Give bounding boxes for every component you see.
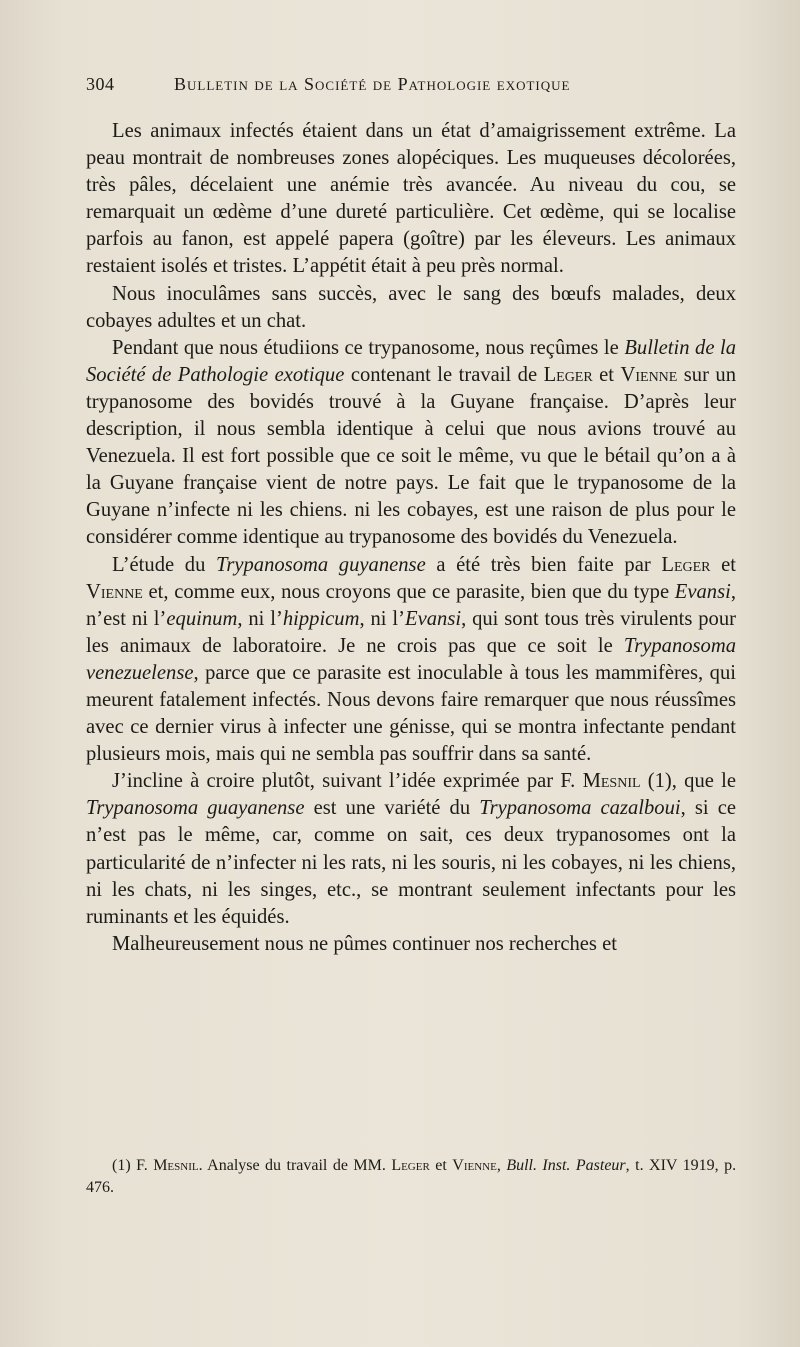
paragraph-5 — [86, 768, 736, 931]
paragraph-1: Les animaux infectés étaient dans un état d’amaigrissement extrême. La peau montrait de nombreuses zones alopéciques. Les muqueuses décolorées, très pâles, décelaient une anémie très avancée. Au niveau du cou, se remarquait un œdème d’une dureté particulière. Cet œdème, qui se localise parfois au fanon, est appelé papera (goître) par les éleveurs. Les animaux restaient isolés et tristes. L’appétit était à peu près normal. — [86, 120, 736, 278]
text: , si ce n’est pas le même, car, comme on sait, ces deux trypanosomes ont la particularité de n’infecter ni les rats, ni les souris, ni les cobayes, ni les chiens, ni les chats, ni les singes, etc., se montrant seulement infectants pour les ruminants et les équidés. — [86, 797, 737, 928]
text: et — [599, 363, 615, 386]
text: a été très bien faite par — [436, 553, 651, 576]
text: , n’est ni l’ — [86, 580, 736, 630]
text: Pendant que nous étudiions ce trypanosome, nous reçûmes le — [112, 336, 619, 359]
text: , ni l’ — [237, 607, 283, 630]
body-text — [86, 118, 736, 958]
text: , qui sont tous très virulents pour les animaux de laboratoire. Je ne crois pas que ce soit le — [86, 607, 737, 657]
species-name: Trypanosoma venezuelense — [86, 634, 737, 684]
paragraph-3 — [86, 335, 736, 552]
text: , t. XIV 1919, p. 476. — [86, 1157, 737, 1196]
text: L’étude du — [112, 553, 206, 576]
author-name: Leger — [391, 1157, 430, 1174]
text: , — [496, 1157, 501, 1174]
paragraph-4 — [86, 552, 736, 769]
species-name: Trypanosoma cazalboui — [479, 797, 681, 820]
footnote-text — [86, 1155, 736, 1199]
page-header — [86, 74, 646, 102]
species-name: Evansi — [405, 607, 462, 630]
author-name: Mesnil — [153, 1157, 199, 1174]
author-name: Vienne — [620, 363, 678, 386]
author-name: Vienne — [452, 1157, 497, 1174]
text: . Analyse du travail de MM. — [198, 1157, 386, 1174]
text: et — [435, 1157, 447, 1174]
text: sur un trypanosome des bovidés trouvé à la Guyane française. D’après leur description, il nous sembla identique à celui que nous avions trouvé au Venezuela. Il est fort possible que ce soit le même, vu que le bétail qu’on a à la Guyane française vient de notre pays. Le fait que le trypanosome de la Guyane n’infecte ni les chiens. ni les cobayes, est une raison de plus pour le considérer comme identique au trypanosome des bovidés du Venezuela. — [86, 363, 737, 549]
paragraph-2: Nous inoculâmes sans succès, avec le sang des bœufs malades, deux cobayes adultes et un chat. — [86, 282, 736, 332]
footnote-ref: (1), que le — [647, 770, 736, 793]
text: est une variété du — [313, 797, 471, 820]
text: contenant le travail de — [350, 363, 538, 386]
text: et, comme eux, nous croyons que ce parasite, bien que du type — [148, 580, 670, 603]
footnote-marker: (1) F. — [112, 1157, 148, 1174]
page-number: 304 — [86, 74, 115, 94]
species-name: Trypanosoma guayanense — [86, 797, 305, 820]
text: J’incline à croire plutôt, suivant l’idée exprimée par F. — [112, 770, 576, 793]
footnote — [86, 1155, 736, 1199]
text: , parce que ce parasite est inoculable à tous les mammifères, qui meurent fatalement infectés. Nous devons faire remarquer que nous réussîmes avec ce dernier virus à infecter une génisse, qui se montra infectante pendant plusieurs mois, mais qui ne sembla pas souffrir dans sa santé. — [86, 661, 736, 766]
author-name: Leger — [661, 553, 711, 576]
species-name: hippicum — [282, 607, 360, 630]
author-name: Vienne — [86, 580, 143, 603]
paragraph-6: Malheureusement nous ne pûmes continuer nos recherches et — [112, 932, 617, 955]
text: et — [721, 553, 737, 576]
species-name: Trypanosoma guyanense — [216, 553, 426, 576]
species-name: equinum — [166, 607, 238, 630]
running-title: Bulletin de la Société de Pathologie exotique — [174, 74, 571, 94]
journal-title: Bull. Inst. Pasteur — [506, 1157, 626, 1174]
species-name: Evansi — [674, 580, 731, 603]
author-name: Mesnil — [582, 770, 641, 793]
author-name: Leger — [543, 363, 593, 386]
text: , ni l’ — [359, 607, 405, 630]
journal-title: Bulletin de la Société de Pathologie exotique — [86, 336, 736, 386]
